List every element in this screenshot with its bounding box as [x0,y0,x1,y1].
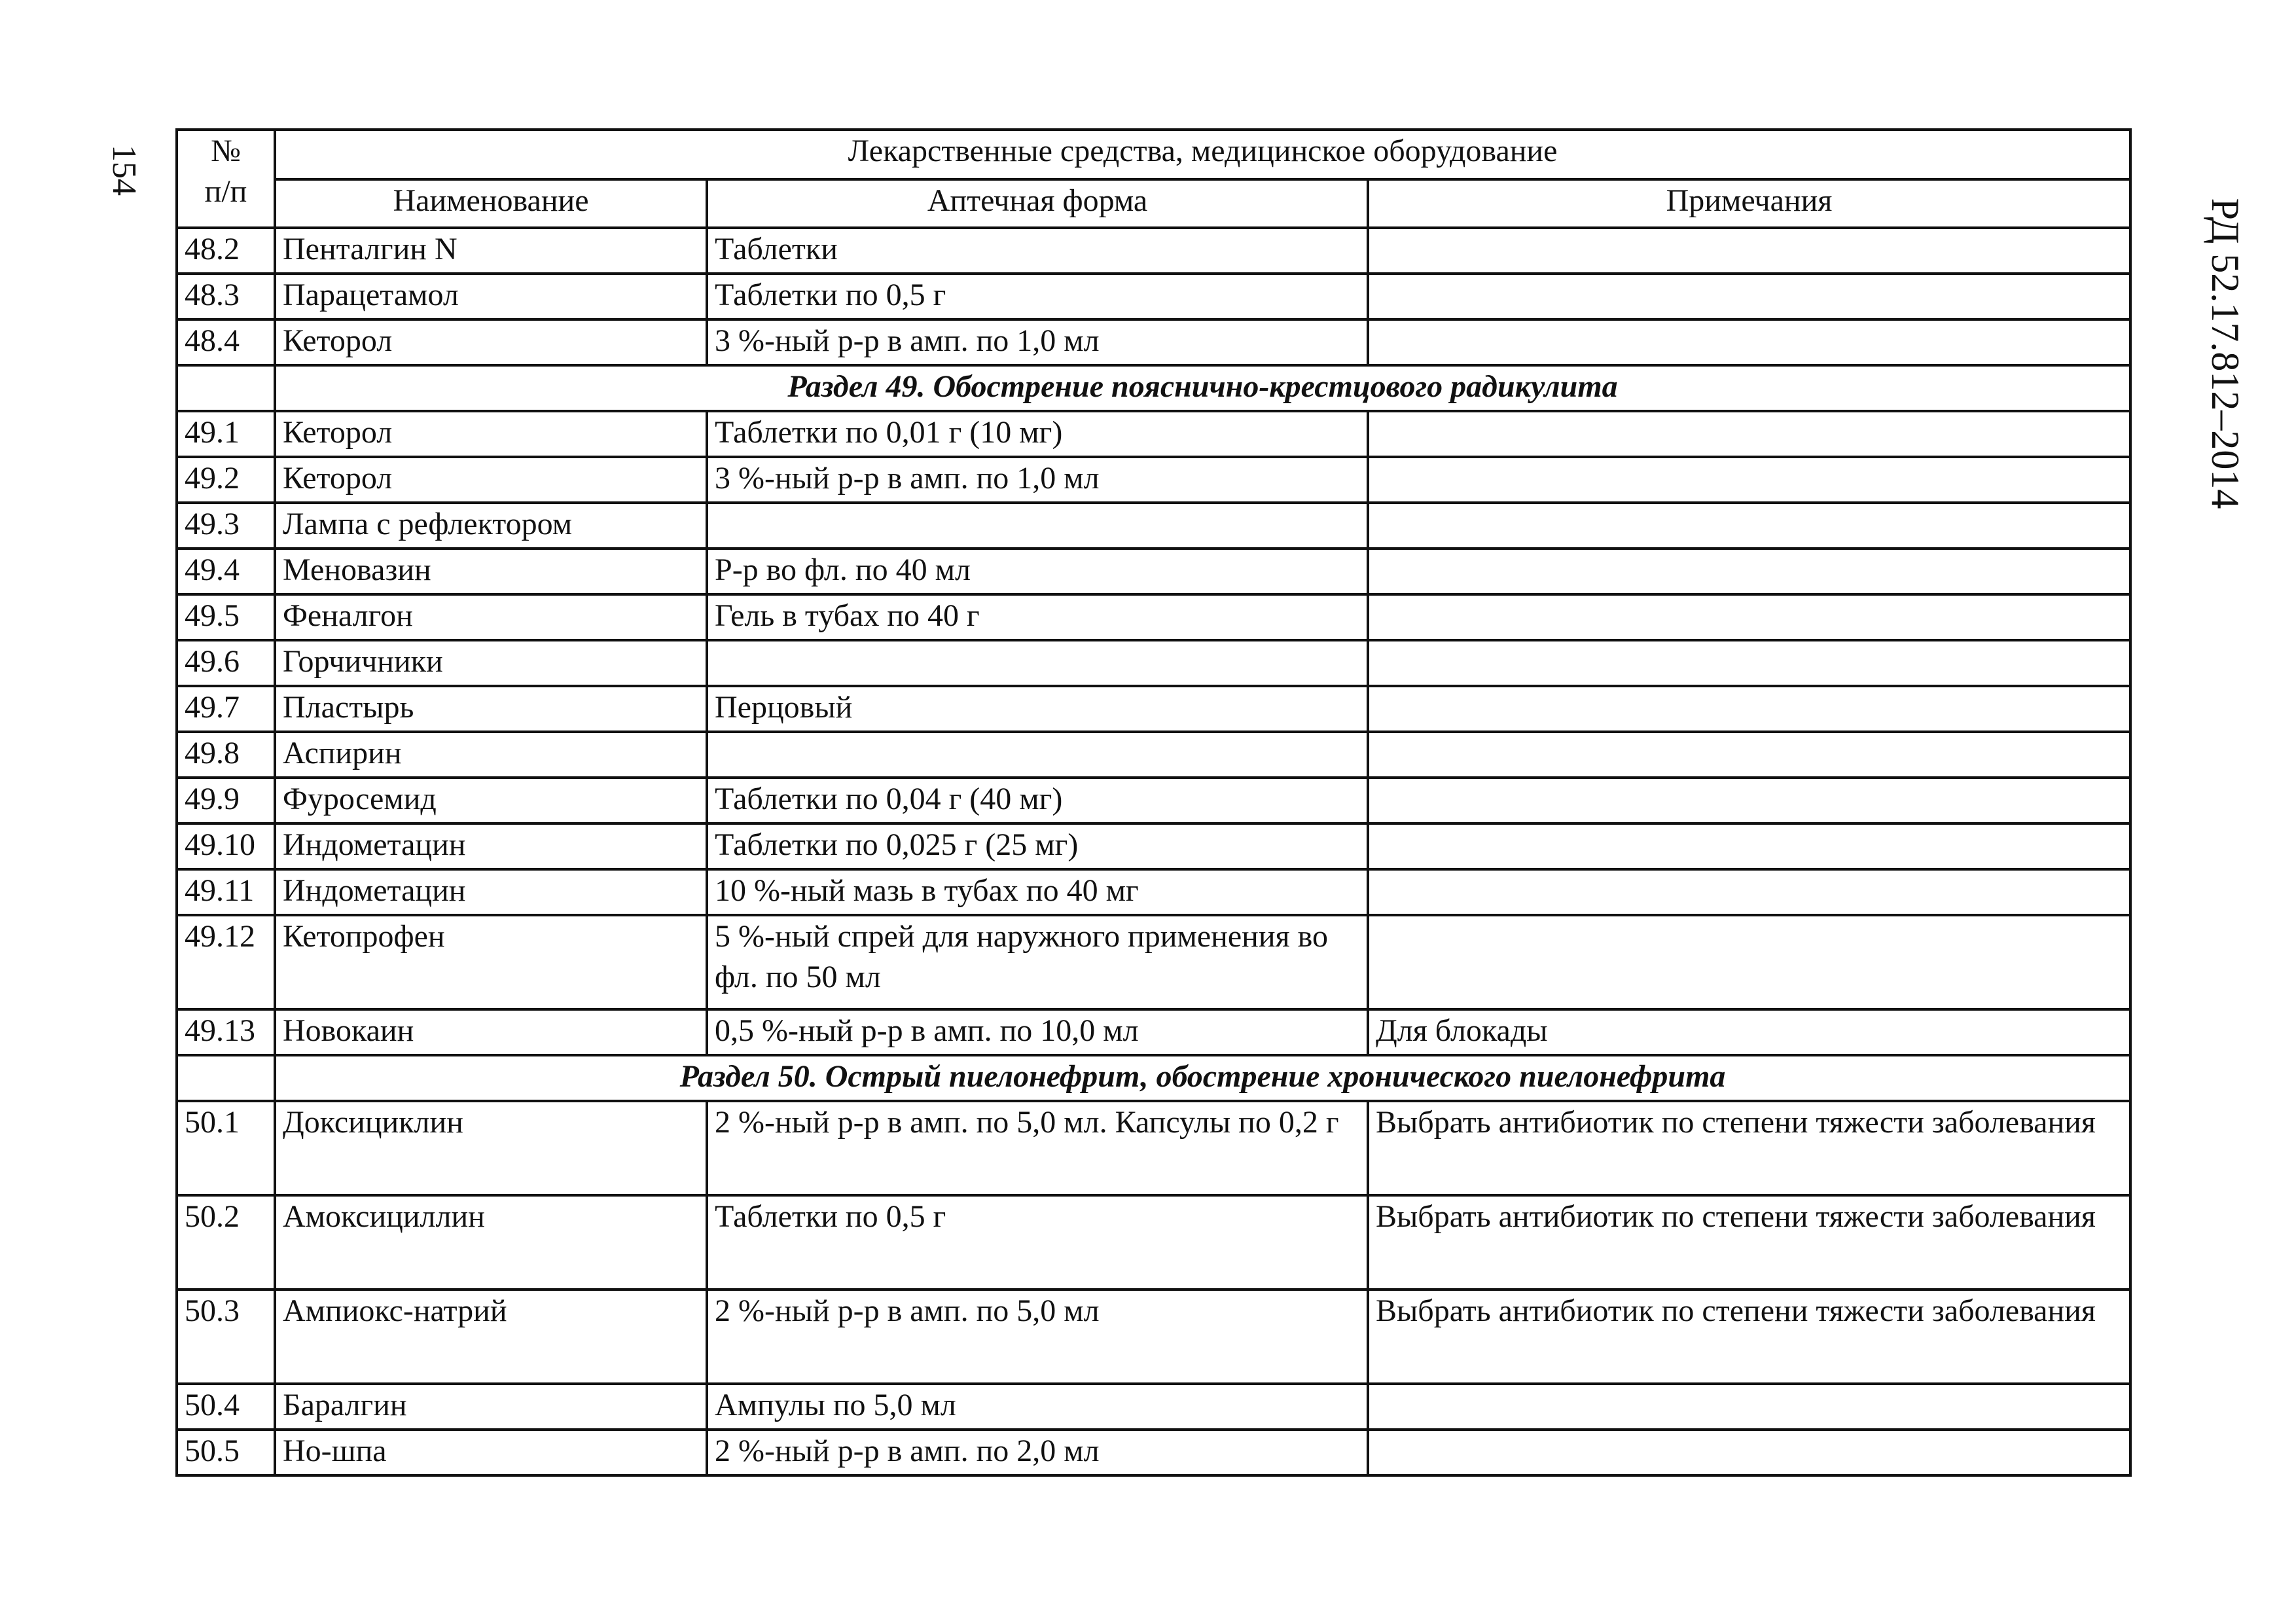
cell-name: Кеторол [275,457,707,503]
cell-name: Феналгон [275,594,707,640]
cell-number: 49.4 [177,549,275,594]
cell-name: Парацетамол [275,274,707,319]
section-title: Раздел 50. Острый пиелонефрит, обострение хронического пиелонефрита [275,1055,2130,1101]
cell-number: 50.3 [177,1290,275,1384]
table-row [177,411,2130,457]
cell-number: 50.1 [177,1101,275,1195]
cell-notes [1368,411,2130,457]
cell-name: Кеторол [275,319,707,365]
table-row [177,1195,2130,1290]
table-row [177,228,2130,274]
cell-name: Лампа с рефлектором [275,503,707,549]
table-row [177,503,2130,549]
cell-number: 49.7 [177,686,275,732]
medication-table [175,128,2132,1477]
cell-notes [1368,640,2130,686]
table-row [177,594,2130,640]
table-row [177,457,2130,503]
table-row [177,732,2130,778]
cell-number: 48.2 [177,228,275,274]
cell-form: 2 %-ный р-р в амп. по 5,0 мл [707,1290,1368,1384]
table-row [177,823,2130,869]
cell-name: Амоксициллин [275,1195,707,1290]
document-code: РД 52.17.812–2014 [2204,198,2248,509]
cell-form: Таблетки по 0,025 г (25 мг) [707,823,1368,869]
section-empty-cell [177,365,275,411]
cell-number: 49.10 [177,823,275,869]
cell-form: Р-р во фл. по 40 мл [707,549,1368,594]
cell-notes [1368,778,2130,823]
cell-name: Фуросемид [275,778,707,823]
cell-form: Таблетки [707,228,1368,274]
cell-form: 2 %-ный р-р в амп. по 5,0 мл. Капсулы по 0,2 г [707,1101,1368,1195]
cell-number: 49.12 [177,915,275,1009]
cell-notes [1368,1384,2130,1430]
cell-number: 50.4 [177,1384,275,1430]
header-form: Аптечная форма [707,179,1368,228]
cell-number: 49.3 [177,503,275,549]
cell-number: 48.3 [177,274,275,319]
header-number: № п/п [177,130,275,228]
cell-notes: Выбрать антибиотик по степени тяжести заболевания [1368,1101,2130,1195]
table-row [177,549,2130,594]
table-row [177,319,2130,365]
cell-number: 49.2 [177,457,275,503]
cell-name: Меновазин [275,549,707,594]
cell-form: 10 %-ный мазь в тубах по 40 мг [707,869,1368,915]
table-row [177,1384,2130,1430]
cell-notes [1368,503,2130,549]
cell-number: 50.5 [177,1430,275,1475]
page-number: 154 [105,145,143,196]
table-row [177,1430,2130,1475]
section-row [177,365,2130,411]
header-notes: Примечания [1368,179,2130,228]
cell-notes [1368,686,2130,732]
cell-notes [1368,915,2130,1009]
table-row [177,640,2130,686]
cell-name: Индометацин [275,869,707,915]
table-row [177,274,2130,319]
table-row [177,778,2130,823]
cell-name: Аспирин [275,732,707,778]
cell-notes: Выбрать антибиотик по степени тяжести заболевания [1368,1290,2130,1384]
cell-number: 49.5 [177,594,275,640]
section-empty-cell [177,1055,275,1101]
header-name: Наименование [275,179,707,228]
cell-notes [1368,457,2130,503]
cell-form [707,732,1368,778]
cell-number: 49.8 [177,732,275,778]
cell-notes [1368,319,2130,365]
table-row [177,1290,2130,1384]
cell-name: Кетопрофен [275,915,707,1009]
cell-number: 48.4 [177,319,275,365]
cell-form: Гель в тубах по 40 г [707,594,1368,640]
cell-form [707,503,1368,549]
cell-name: Ампиокс-натрий [275,1290,707,1384]
cell-form: Таблетки по 0,5 г [707,1195,1368,1290]
cell-number: 49.6 [177,640,275,686]
cell-notes: Для блокады [1368,1009,2130,1055]
cell-name: Пластырь [275,686,707,732]
cell-form: Таблетки по 0,01 г (10 мг) [707,411,1368,457]
cell-form: 2 %-ный р-р в амп. по 2,0 мл [707,1430,1368,1475]
table-subheader-row [177,179,2130,228]
cell-name: Но-шпа [275,1430,707,1475]
cell-name: Индометацин [275,823,707,869]
table-row [177,1009,2130,1055]
cell-form: 0,5 %-ный р-р в амп. по 10,0 мл [707,1009,1368,1055]
cell-number: 49.13 [177,1009,275,1055]
cell-notes: Выбрать антибиотик по степени тяжести заболевания [1368,1195,2130,1290]
table-row [177,869,2130,915]
cell-name: Кеторол [275,411,707,457]
cell-name: Пенталгин N [275,228,707,274]
cell-form: Таблетки по 0,5 г [707,274,1368,319]
cell-name: Горчичники [275,640,707,686]
cell-number: 49.11 [177,869,275,915]
cell-form [707,640,1368,686]
cell-form: Таблетки по 0,04 г (40 мг) [707,778,1368,823]
cell-notes [1368,549,2130,594]
cell-form: 3 %-ный р-р в амп. по 1,0 мл [707,319,1368,365]
table-row [177,915,2130,1009]
cell-notes [1368,274,2130,319]
header-group: Лекарственные средства, медицинское оборудование [275,130,2130,179]
cell-notes [1368,823,2130,869]
cell-notes [1368,228,2130,274]
cell-form: 3 %-ный р-р в амп. по 1,0 мл [707,457,1368,503]
table-row [177,1101,2130,1195]
table-header-row [177,130,2130,179]
cell-number: 50.2 [177,1195,275,1290]
cell-form: Ампулы по 5,0 мл [707,1384,1368,1430]
cell-form: 5 %-ный спрей для наружного применения во фл. по 50 мл [707,915,1368,1009]
cell-number: 49.1 [177,411,275,457]
cell-name: Доксициклин [275,1101,707,1195]
cell-notes [1368,1430,2130,1475]
cell-notes [1368,869,2130,915]
cell-number: 49.9 [177,778,275,823]
table-row [177,686,2130,732]
section-title: Раздел 49. Обострение пояснично-крестцового радикулита [275,365,2130,411]
cell-notes [1368,594,2130,640]
cell-name: Новокаин [275,1009,707,1055]
cell-form: Перцовый [707,686,1368,732]
cell-name: Баралгин [275,1384,707,1430]
cell-notes [1368,732,2130,778]
section-row [177,1055,2130,1101]
